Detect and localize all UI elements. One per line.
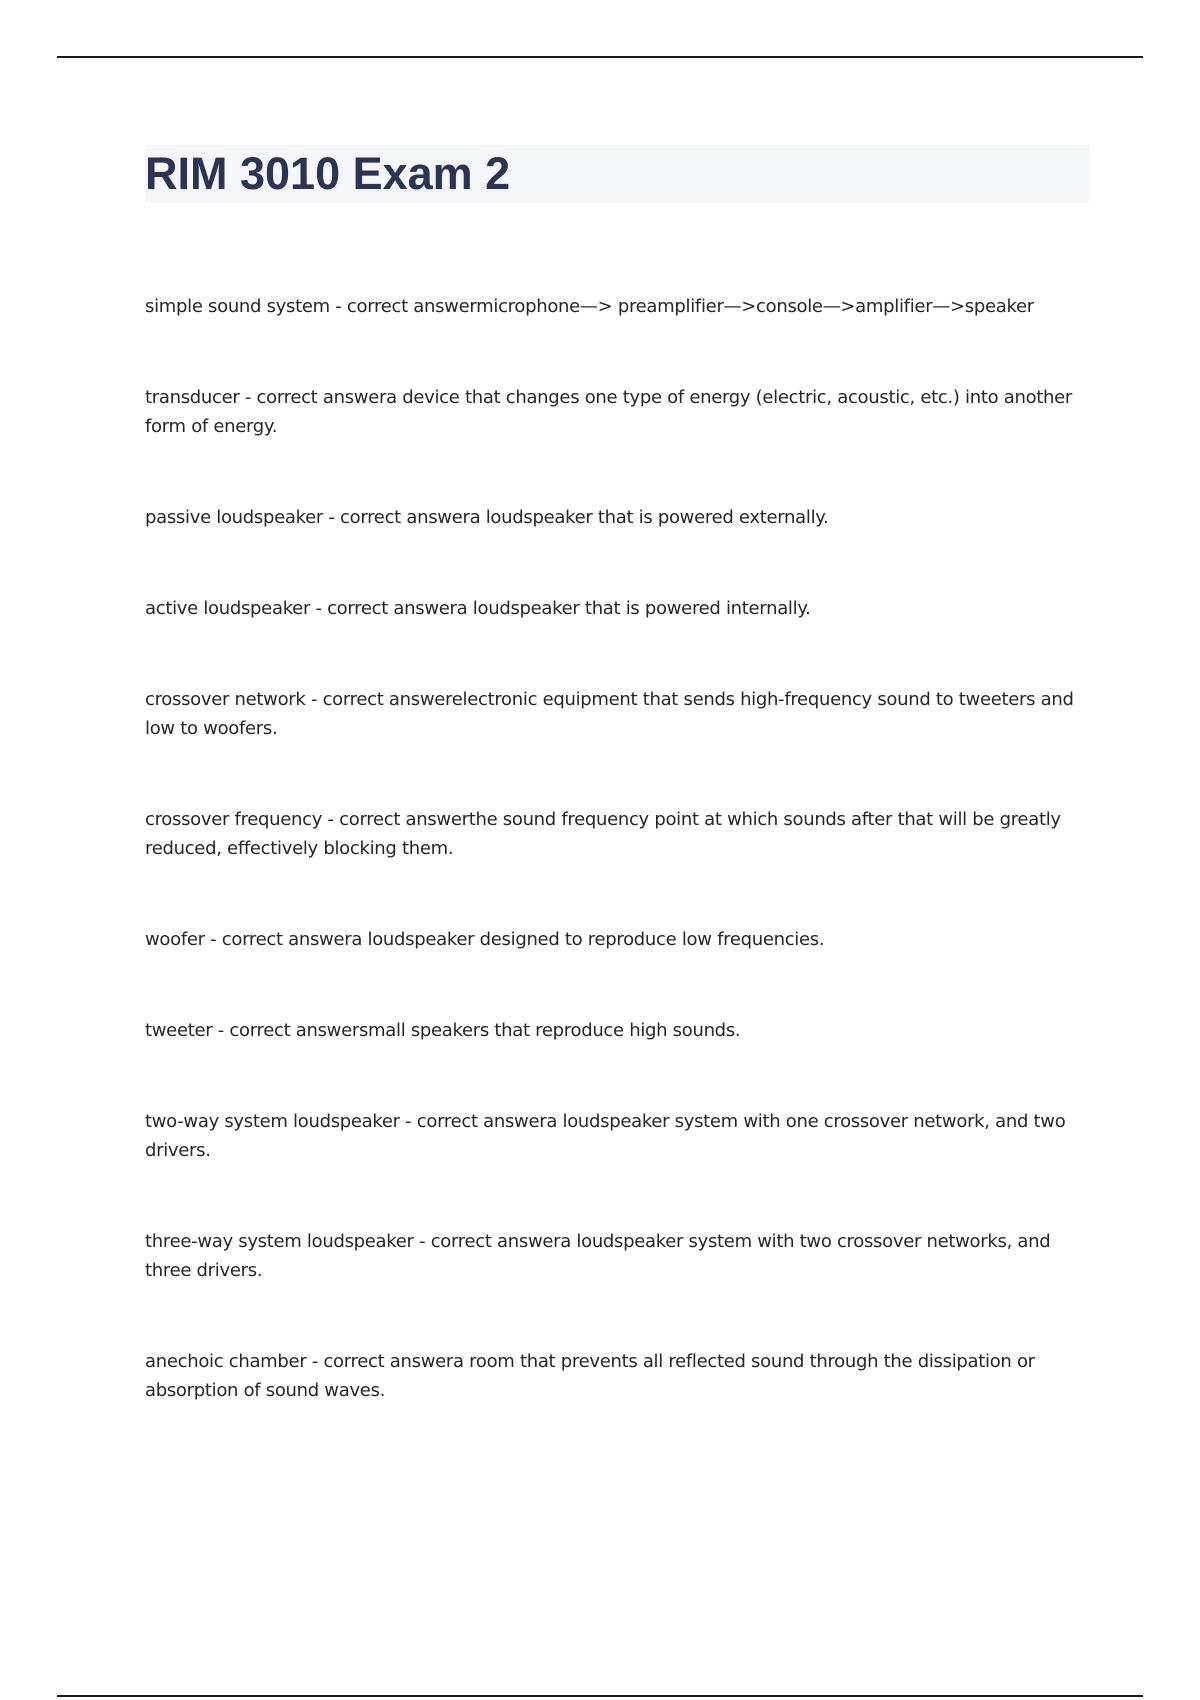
flashcard-entry: three-way system loudspeaker - correct answera loudspeaker system with two crossover networks, and three drivers. xyxy=(145,1231,1051,1281)
flashcard-entry: passive loudspeaker - correct answera loudspeaker that is powered externally. xyxy=(145,507,829,528)
flashcard-entry: crossover network - correct answerelectronic equipment that sends high-frequency sound to tweeters and low to woofers. xyxy=(145,689,1074,739)
flashcard-entry: crossover frequency - correct answerthe sound frequency point at which sounds after that will be greatly reduced, effectively blocking them. xyxy=(145,809,1061,859)
flashcard-entry: active loudspeaker - correct answera loudspeaker that is powered internally. xyxy=(145,598,811,619)
flashcard-entry: transducer - correct answera device that changes one type of energy (electric, acoustic, etc.) into another form of energy. xyxy=(145,387,1073,437)
flashcard-entry: simple sound system - correct answermicrophone—> preamplifier—>console—>amplifier—>speaker xyxy=(145,296,1034,317)
flashcard-entry: two-way system loudspeaker - correct answera loudspeaker system with one crossover network, and two drivers. xyxy=(145,1111,1066,1161)
bottom-divider xyxy=(57,1695,1143,1697)
title-banner xyxy=(145,145,1089,203)
flashcard-entry: anechoic chamber - correct answera room that prevents all reflected sound through the dissipation or absorption of sound waves. xyxy=(145,1351,1035,1401)
document-title: RIM 3010 Exam 2 xyxy=(145,148,511,199)
flashcard-list xyxy=(145,292,1090,1467)
flashcard-entry: tweeter - correct answersmall speakers that reproduce high sounds. xyxy=(145,1020,741,1041)
flashcard-entry: woofer - correct answera loudspeaker designed to reproduce low frequencies. xyxy=(145,929,825,950)
top-divider xyxy=(57,56,1143,58)
